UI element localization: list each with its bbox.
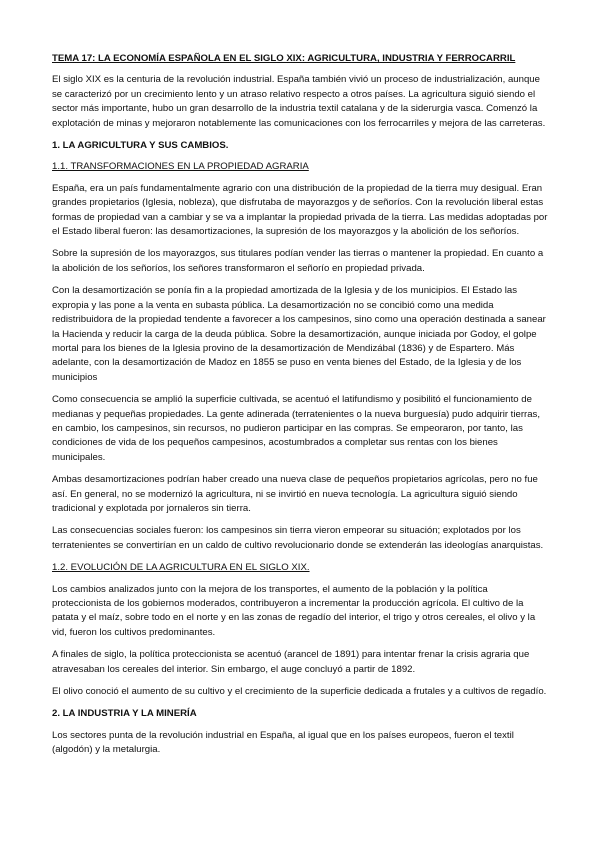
paragraph: Con la desamortización se ponía fin a la propiedad amortizada de la Iglesia y de los municipios. El Estado las expropia y las pone a la venta en subasta pública. La desamortización no se concibió como una medida redistribuidora de la propiedad tendente a favorecer a los campesinos, sino como una operación destinada a sanear la Hacienda y reducir la carga de la deuda pública. Sobre la desamortización, aunque iniciada por Godoy, el golpe mortal para los bienes de la Iglesia provino de la desamortización de Mendizábal (1836) y de Espartero. Más adelante, con la desamortización de Madoz en 1855 se puso en venta bienes del Estado, de la Iglesia y de los municipios bbox=[52, 285, 546, 383]
paragraph: España, era un país fundamentalmente agrario con una distribución de la propiedad de la tierra muy desigual. Eran grandes propietarios (Iglesia, nobleza), que disfrutaba de mayorazgos y de señoríos. Con la revolución liberal estas formas de propiedad van a cambiar y se va a implantar la propiedad privada de la tierra. Las medidas adoptadas por el Estado liberal fueron: las desamortizaciones, la supresión de los mayorazgos y la abolición de los señoríos. bbox=[52, 182, 548, 238]
subsection-1-1-heading: 1.1. TRANSFORMACIONES EN LA PROPIEDAD AGRARIA bbox=[52, 161, 309, 173]
paragraph: Sobre la supresión de los mayorazgos, sus titulares podían vender las tierras o mantener la propiedad. En cuanto a la abolición de los señoríos, los señores transformaron el señorío en propiedad privada. bbox=[52, 248, 544, 274]
section-1-heading: 1. LA AGRICULTURA Y SUS CAMBIOS. bbox=[52, 140, 229, 152]
paragraph: El olivo conoció el aumento de su cultivo y el crecimiento de la superficie dedicada a frutales y a cultivos de regadío. bbox=[52, 686, 547, 698]
paragraph: Los cambios analizados junto con la mejora de los transportes, el aumento de la población y la política proteccionista de los gobiernos moderados, contribuyeron a incrementar la producción agrícola. El cultivo de la patata y el maíz, sobre todo en el norte y en las zonas de regadío del interior, el trigo y otros cereales, el olivo y la vid, fueron los cultivos predominantes. bbox=[52, 583, 536, 638]
paragraph: Los sectores punta de la revolución industrial en España, al igual que en los países europeos, fueron el textil (algodón) y la metalurgia. bbox=[52, 729, 514, 756]
paragraph: A finales de siglo, la política proteccionista se acentuó (arancel de 1891) para intentar frenar la crisis agraria que atravesaban los cereales del interior. Sin embargo, el auge concluyó a partir de 1892. bbox=[52, 649, 530, 675]
paragraph: Las consecuencias sociales fueron: los campesinos sin tierra vieron empeorar su situación; explotados por los terratenientes se convertirían en un caldo de cultivo revolucionario donde se extenderán las ideologías anarquistas. bbox=[52, 525, 544, 551]
section-2-heading: 2. LA INDUSTRIA Y LA MINERÍA bbox=[52, 708, 197, 720]
paragraph: Ambas desamortizaciones podrían haber creado una nueva clase de pequeños propietarios agrícolas, pero no fue así. En general, no se modernizó la agricultura, ni se invirtió en nueva tecnología. La agricultura siguió siendo tradicional y explotada por jornaleros sin tierra. bbox=[52, 474, 538, 514]
subsection-1-2-heading: 1.2. EVOLUCIÓN DE LA AGRICULTURA EN EL SIGLO XIX. bbox=[52, 562, 310, 574]
paragraph: Como consecuencia se amplió la superficie cultivada, se acentuó el latifundismo y posibilitó el funcionamiento de medianas y pequeñas propiedades. La gente adinerada (terratenientes o la nueva burguesía) pudo adquirir tierras, en cambio, los campesinos, sin recursos, no pudieron participar en las compras. Se empeoraron, por tanto, las condiciones de vida de los pequeños campesinos, acostumbrados a completar sus rentas con los bienes municipales. bbox=[52, 394, 541, 463]
intro-paragraph: El siglo XIX es la centuria de la revolución industrial. España también vivió un proceso de industrialización, aunque se caracterizó por un crecimiento lento y un atraso relativo respecto a otros países. La agricultura siguió siendo el sector más importante, hubo un gran desarrollo de la industria textil catalana y de la siderurgia vasca. Comenzó la explotación de minas y mejoraron notablemente las comunicaciones con los ferrocarriles y mejora de las carreteras. bbox=[52, 74, 546, 129]
document-title: TEMA 17: LA ECONOMÍA ESPAÑOLA EN EL SIGLO XIX: AGRICULTURA, INDUSTRIA Y FERROCARRIL bbox=[52, 53, 516, 64]
